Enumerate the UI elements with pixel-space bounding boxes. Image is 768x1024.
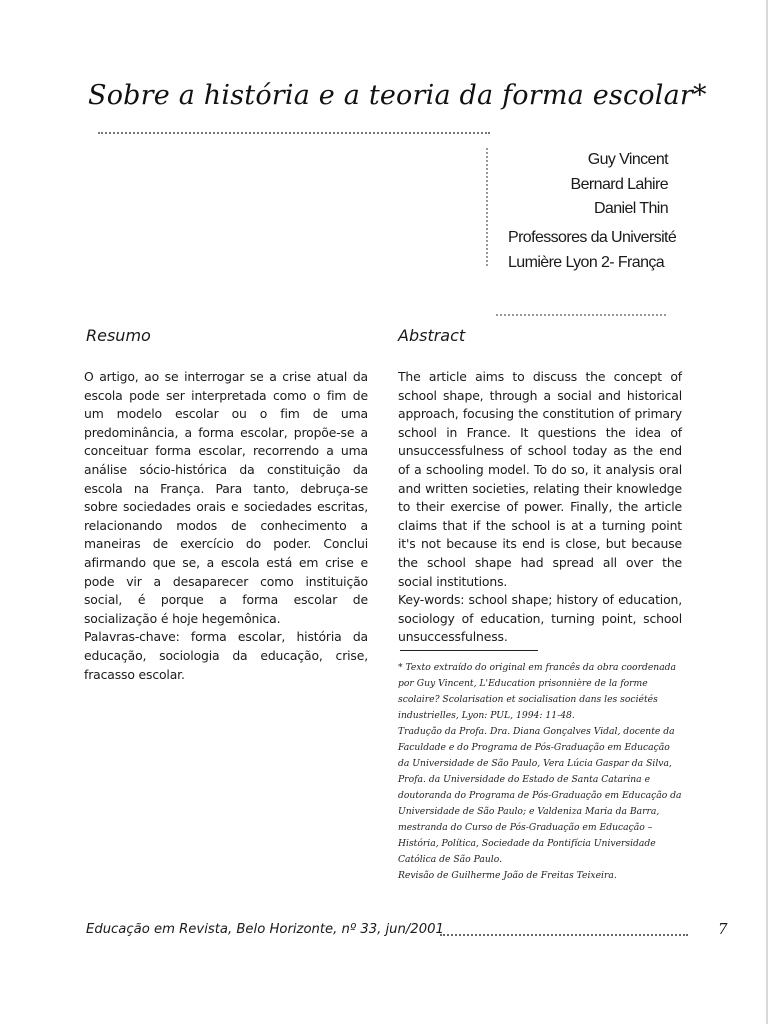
resumo-keywords: Palavras-chave: forma escolar, história da educação, sociologia da educação, crise, fracasso escolar. — [84, 629, 368, 682]
footnote-source: * Texto extraído do original em francês da obra coordenada por Guy Vincent, L'Education prisonnière de la forme scolaire? Scolarisation et socialisation dans les sociétés industrielles, Lyon: PUL, 1994: 11-48. — [398, 662, 677, 721]
abstract-body — [398, 368, 682, 647]
affiliation-line: Lumière Lyon 2- França — [508, 253, 665, 271]
abstract-text: The article aims to discuss the concept of school shape, through a social and historical approach, focusing the constitution of primary school in France. It questions the idea of unsuccessfulness of school today as the end of a schooling model. To do so, it analysis oral and written societies, relating their knowledge to their exercise of power. Finally, the article claims that if the school is at a turning point it's not because its end is close, but because the school shape had spread all over the social institutions. — [398, 369, 682, 589]
footnote-translation: Tradução da Profa. Dra. Diana Gonçalves Vidal, docente da Faculdade e do Programa de Pós-Graduação em Educação da Universidade de São Paulo, Vera Lúcia Gaspar da Silva, Profa. da Universidade do Estado de Santa Catarina e doutoranda do Programa de Pós-Graduação em Educação da Universidade de São Paulo; e Valdeniza Maria da Barra, mestranda do Curso de Pós-Graduação em Educação – História, Política, Sociedade da Pontifícia Universidade Católica de São Paulo. — [398, 726, 682, 865]
footnote — [398, 660, 684, 884]
footer-dotted-rule — [440, 928, 688, 936]
footnote-revision: Revisão de Guilherme João de Freitas Teixeira. — [398, 870, 617, 881]
affiliation-line: Professores da Université — [508, 229, 677, 246]
abstract-keywords: Key-words: school shape; history of education, sociology of education, turning point, school unsuccessfulness. — [398, 592, 682, 645]
journal-citation: Educação em Revista, Belo Horizonte, nº 33, jun/2001 — [86, 922, 444, 937]
author-name: Bernard Lahire — [570, 175, 668, 193]
author-name: Guy Vincent — [587, 151, 668, 168]
resumo-body — [84, 368, 368, 684]
footnote-rule — [400, 650, 538, 651]
resumo-heading: Resumo — [86, 326, 151, 345]
author-name: Daniel Thin — [593, 200, 668, 217]
affiliation-dotted-rule — [496, 308, 666, 316]
author-list — [428, 148, 668, 222]
abstract-heading: Abstract — [398, 326, 466, 345]
resumo-text: O artigo, ao se interrogar se a crise atual da escola pode ser interpretada como o fim de um modelo escolar ou o fim de uma predominância, a forma escolar, propõe-se a conceituar forma escolar, recorrendo a uma análise sócio-histórica da constituição da escola na França. Para tanto, debruça-se sobre sociedades orais e sociedades escritas, relacionando modos de conhecimento a maneiras de exercício do poder. Conclui afirmando que se, a escola está em crise e pode vir a desaparecer como instituição social, é porque a forma escolar de socialização é hoje hegemônica. — [84, 369, 368, 626]
title-dotted-rule — [98, 124, 490, 134]
article-title: Sobre a história e a teoria da forma escolar* — [88, 80, 707, 111]
page-number: 7 — [718, 920, 728, 938]
affiliation — [508, 226, 728, 275]
